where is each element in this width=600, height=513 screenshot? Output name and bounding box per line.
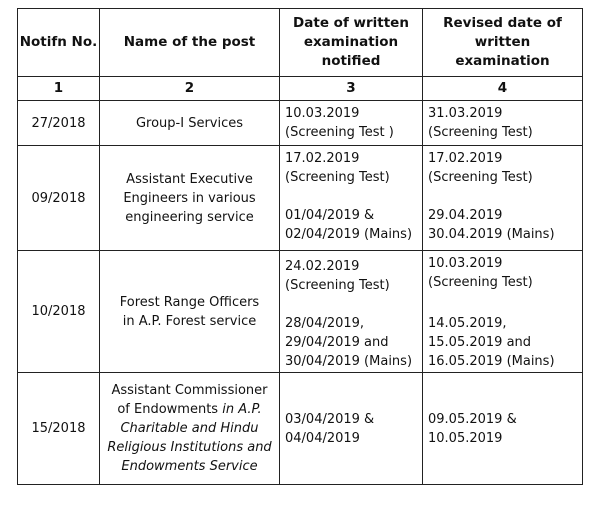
- revised-date: [423, 251, 583, 373]
- notification-number: 27/2018: [18, 101, 100, 146]
- date-line: 30.04.2019 (Mains): [428, 227, 555, 242]
- column-number: 1: [18, 77, 100, 101]
- column-number-row: [18, 77, 583, 101]
- date-line: (Screening Test): [428, 275, 533, 290]
- revised-date: [423, 373, 583, 485]
- date-line: 17.02.2019: [285, 151, 360, 166]
- date-line: 30/04/2019 (Mains): [285, 354, 413, 369]
- header-date-notified: Date of written examination notified: [280, 9, 423, 77]
- header-notif-no: Notifn No.: [18, 9, 100, 77]
- date-line: (Screening Test): [428, 170, 533, 185]
- spacer: [285, 295, 422, 314]
- notification-number: 10/2018: [18, 251, 100, 373]
- date-line: 16.05.2019 (Mains): [428, 354, 555, 369]
- revised-date: [423, 101, 583, 146]
- table-row: [18, 146, 583, 251]
- date-notified: [280, 146, 423, 251]
- date-notified: [280, 101, 423, 146]
- date-line: 09.05.2019 &: [428, 411, 517, 427]
- revised-date: [423, 146, 583, 251]
- date-line: (Screening Test): [285, 170, 390, 185]
- date-line: 01/04/2019 &: [285, 208, 375, 223]
- spacer: [428, 187, 582, 206]
- date-line: (Screening Test): [285, 278, 390, 293]
- post-name: Forest Range Officers in A.P. Forest service: [100, 251, 280, 373]
- spacer: [285, 187, 422, 206]
- date-line: 24.02.2019: [285, 259, 360, 274]
- date-line: (Screening Test): [428, 125, 533, 140]
- date-line: 17.02.2019: [428, 151, 503, 166]
- exam-schedule-table: [17, 8, 583, 485]
- date-line: 28/04/2019,: [285, 316, 365, 331]
- post-name: [100, 373, 280, 485]
- date-line: 29.04.2019: [428, 208, 503, 223]
- date-line: 10.03.2019: [428, 256, 503, 271]
- date-line: 14.05.2019,: [428, 316, 507, 331]
- date-notified: [280, 373, 423, 485]
- post-name-italic: in A.P. Charitable and Hindu Religious Institutions and Endowments Service: [107, 402, 272, 474]
- date-line: (Screening Test ): [285, 125, 394, 140]
- date-line: 31.03.2019: [428, 106, 503, 121]
- date-line: 15.05.2019 and: [428, 335, 532, 350]
- post-name-main: Assistant Commissioner of Endowments: [111, 383, 268, 417]
- date-notified: [280, 251, 423, 373]
- table-row: [18, 101, 583, 146]
- table-row: [18, 251, 583, 373]
- header-revised-date: Revised date of written examination: [423, 9, 583, 77]
- notification-number: 15/2018: [18, 373, 100, 485]
- date-line: 10.03.2019: [285, 106, 360, 121]
- date-line: 03/04/2019 &: [285, 411, 375, 427]
- column-number: 2: [100, 77, 280, 101]
- notification-number: 09/2018: [18, 146, 100, 251]
- date-line: 10.05.2019: [428, 430, 503, 446]
- header-post-name: Name of the post: [100, 9, 280, 77]
- date-line: 04/04/2019: [285, 430, 360, 446]
- column-number: 3: [280, 77, 423, 101]
- date-line: 02/04/2019 (Mains): [285, 227, 413, 242]
- post-name: Assistant Executive Engineers in various engineering service: [100, 146, 280, 251]
- spacer: [428, 292, 582, 314]
- header-row: [18, 9, 583, 77]
- date-line: 29/04/2019 and: [285, 335, 389, 350]
- column-number: 4: [423, 77, 583, 101]
- post-name: Group-I Services: [100, 101, 280, 146]
- table-row: [18, 373, 583, 485]
